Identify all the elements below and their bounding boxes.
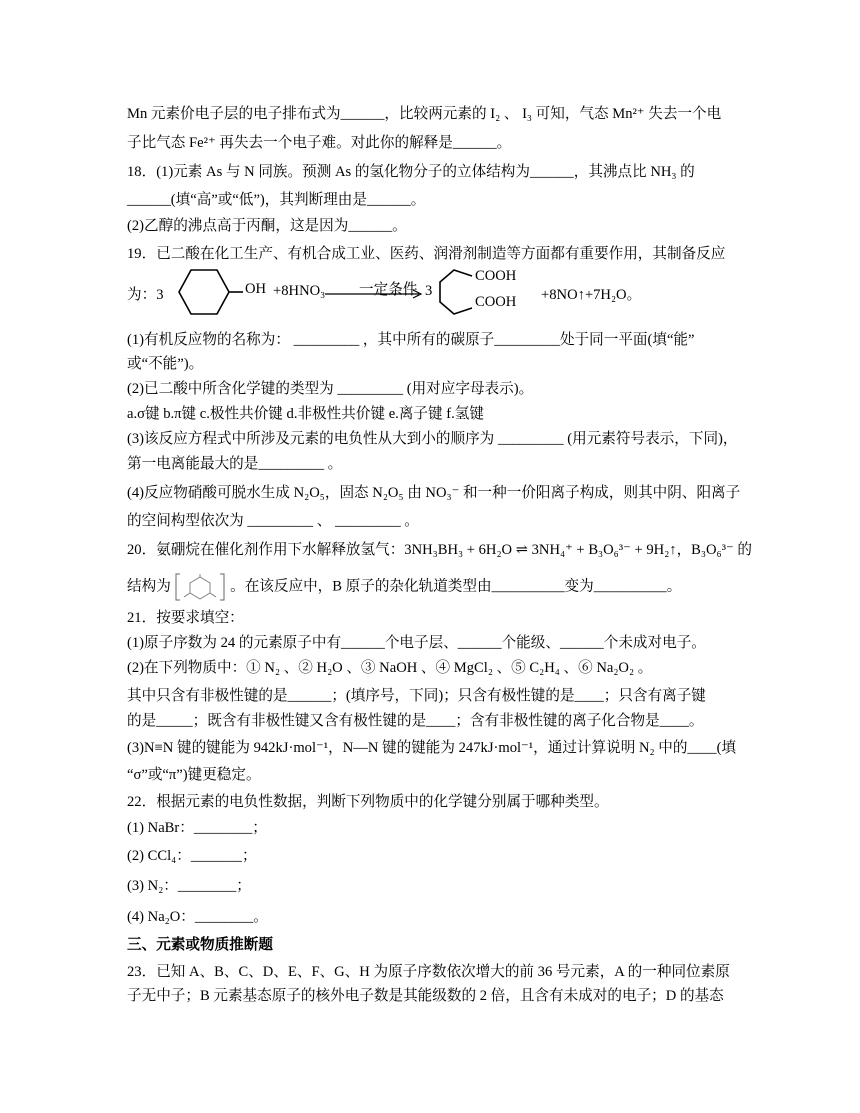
text-line: (2)乙醇的沸点高于丙酮，这是因为______。 <box>127 218 407 234</box>
text-line: 子无中子；B 元素基态原子的核外电子数是其能级数的 2 倍，且含有未成对的电子；D 的基态 <box>127 988 724 1004</box>
text-line: (2)已二酸中所含化学键的类型为 _________ (用对应字母表示)。 <box>127 381 534 397</box>
text-line: 的空间构型依次为 _________ 、 _________ 。 <box>127 513 419 529</box>
text-line: (1)原子序数为 24 的元素原子中有______个电子层、______个能级、______个未成对电子。 <box>127 635 706 651</box>
text-line: (1) NaBr：________； <box>127 820 267 836</box>
text-line: “σ”或“π”)键更稳定。 <box>127 767 261 783</box>
reaction-arrow <box>325 288 425 300</box>
text-line: 其中只含有非极性键的是______；(填序号，下同)；只含有极性键的是____；只含有离子键 <box>127 688 706 704</box>
hydroxyl-group: OH <box>245 281 267 297</box>
options-line: a.σ键 b.π键 c.极性共价键 d.非极性共价键 e.离子键 f.氢键 <box>127 406 484 422</box>
text-line: 第一电离能最大的是_________ 。 <box>127 456 343 472</box>
product-coefficient: 3 <box>425 283 433 299</box>
question-19-line: 19．已二酸在化工生产、有机合成工业、医药、润滑剂制造等方面都有重要作用，其制备反应 <box>127 246 726 262</box>
text-line: (2)在下列物质中：① N₂ 、② H₂O 、③ NaOH 、④ MgCl₂ 、⑤ C₂H₄ 、⑥ Na₂O₂ 。 <box>127 660 653 676</box>
b3o6-ring-structure <box>174 572 226 602</box>
reactant-hno3: +8HNO₃ <box>273 283 326 299</box>
reaction-equation <box>127 266 727 318</box>
text-line: (1)有机反应物的名称为： _________ ，其中所有的碳原子_________处于同一平面(填“能” <box>127 332 695 348</box>
carboxyl-group-top: COOH <box>475 268 517 284</box>
text-line: (3) N₂：________； <box>127 878 251 894</box>
text-line: Mn 元素价电子层的电子排布式为______，比较两元素的 I₂ 、 I₃ 可知，气态 Mn²⁺ 失去一个电 <box>127 106 722 122</box>
section-heading: 三、元素或物质推断题 <box>127 937 273 953</box>
text-line: (4)反应物硝酸可脱水生成 N₂O₅，固态 N₂O₅ 由 NO₃⁻ 和一种一价阳离子构成，则其中阴、阳离子 <box>127 485 741 501</box>
text-line: (2) CCl₄：_______； <box>127 848 257 864</box>
reaction-condition: 一定条件 <box>359 282 418 298</box>
text-fragment: 结构为 <box>127 578 171 595</box>
text-line: (3)该反应方程式中所涉及元素的电负性从大到小的顺序为 _________ (用元素符号表示，下同)， <box>127 431 738 447</box>
text-line: 的是_____；既含有非极性键又含有极性键的是____；含有非极性键的离子化合物是____。 <box>127 713 704 729</box>
text-line: (4) Na₂O：________。 <box>127 909 268 925</box>
question-22-line: 22．根据元素的电负性数据，判断下列物质中的化学键分别属于哪种类型。 <box>127 794 609 810</box>
text-line <box>127 572 681 602</box>
text-line: 或“不能”)。 <box>127 356 204 372</box>
question-20-line: 20．氨硼烷在催化剂作用下水解释放氢气：3NH₃BH₃ + 6H₂O ⇌ 3NH₄⁺ + B₃O₆³⁻ + 9H₂↑，B₃O₆³⁻ 的 <box>127 542 752 558</box>
question-23-line: 23．已知 A、B、C、D、E、F、G、H 为原子序数依次增大的前 36 号元素，A 的一种同位素原 <box>127 964 730 980</box>
question-18-line: 18．(1)元素 As 与 N 同族。预测 As 的氢化物分子的立体结构为______，其沸点比 NH₃ 的 <box>127 164 695 180</box>
products: +8NO↑+7H₂O。 <box>541 287 642 303</box>
carboxyl-group-bottom: COOH <box>475 294 517 310</box>
text-line: 子比气态 Fe²⁺ 再失去一个电子难。对此你的解释是______。 <box>127 135 512 151</box>
text-line: (3)N≡N 键的键能为 942kJ·mol⁻¹，N—N 键的键能为 247kJ·mol⁻¹，通过计算说明 N₂ 中的____(填 <box>127 740 737 756</box>
equation-lead: 为：3 <box>127 287 164 303</box>
text-fragment: 。在该反应中，B 原子的杂化轨道类型由__________变为__________。 <box>230 578 682 595</box>
text-line: ______(填“高”或“低”)，其判断理由是______。 <box>127 192 426 208</box>
question-21-line: 21．按要求填空： <box>127 610 244 626</box>
